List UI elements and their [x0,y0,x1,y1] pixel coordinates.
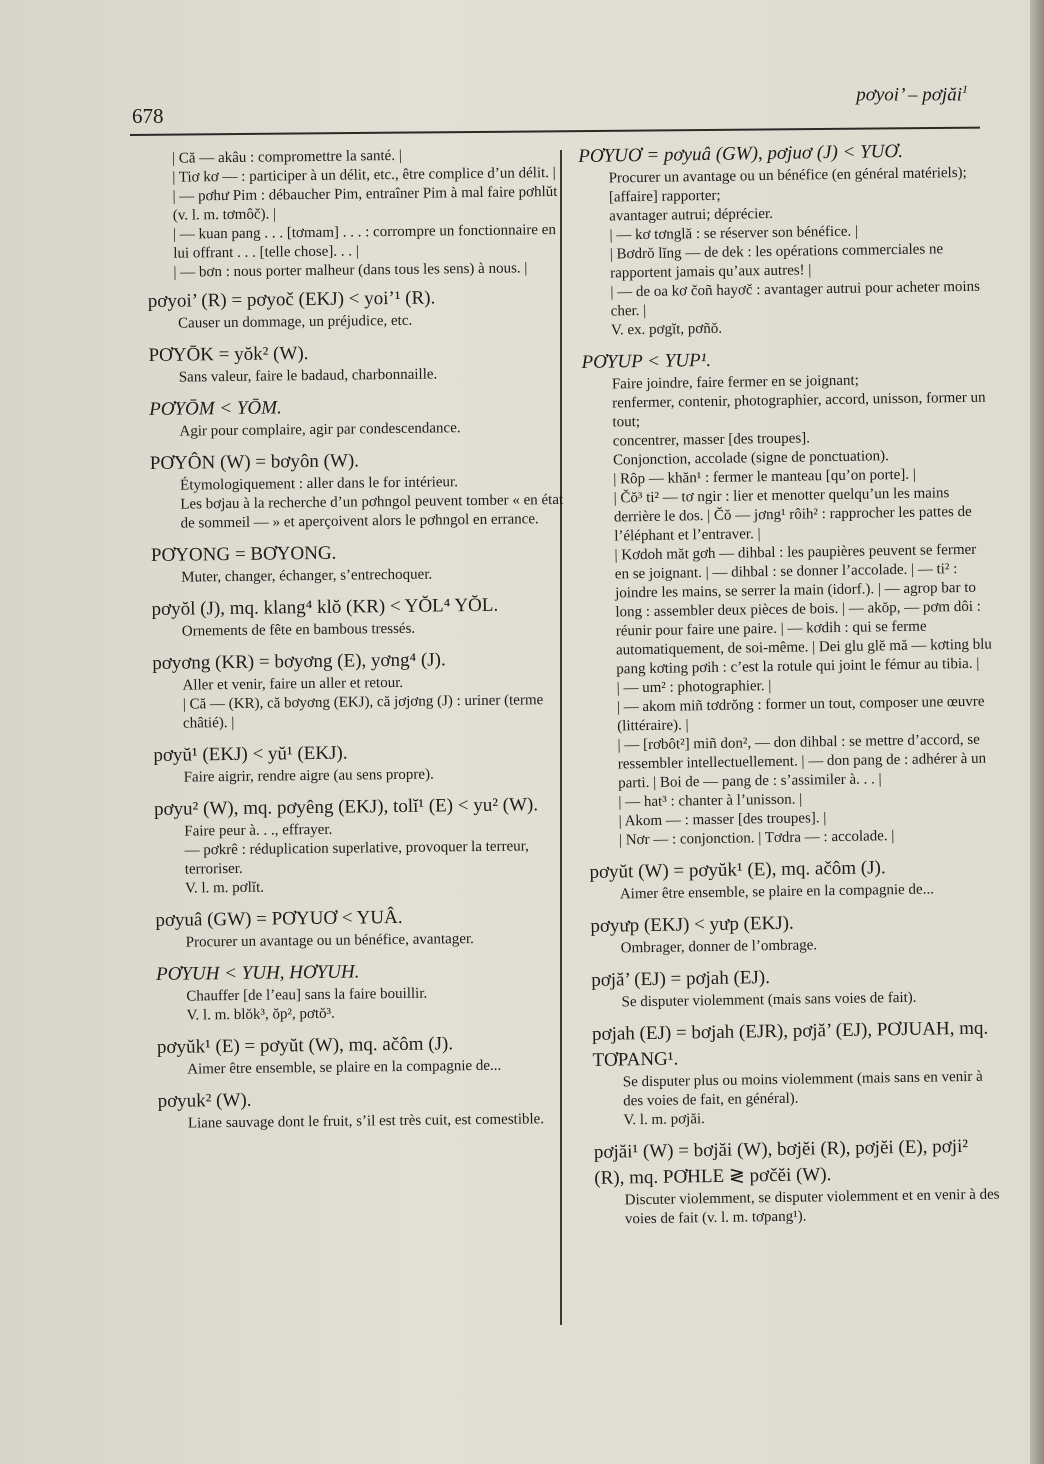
entry-definition: | Rôp — khăn¹ : fermer le manteau [qu’on porte]. | [613,466,916,488]
entry-headword: pơyŭk¹ (E) = pơyŭt (W), mq. ačôm (J). [156,1033,454,1058]
dictionary-entry [153,738,574,788]
entry-definition: Discuter violemment, se disputer violemment et en venir à des voies de fait (v. l. m. tơpang¹). [624,1186,1000,1228]
entry-definition: V. ex. pơgĭt, pơñŏ. [610,320,723,339]
entry-definition: | — [rơbôt²] miñ don², — don dihbal : se mettre d’accord, se ressembler intellectuellement. | — don pang de : adhérer à un parti. | Boi de — pang de : s’assimiler à. . . | [617,731,987,792]
entry-definition: [affaire] rapporter; [608,187,721,206]
entry-headword: pơyoi’ (R) = pơyoč (EKJ) < yoi’¹ (R). [147,287,436,312]
entry-definition: Faire aigrir, rendre aigre (au sens propre). [183,766,434,786]
dictionary-entry [592,1015,1002,1130]
entry-definition: V. l. m. blŏk³, ŏp², pơtŏ³. [186,1005,335,1024]
entry-headword: pơjăi¹ (W) = bơjăi (W), bơjĕi (R), pơjĕi (E), pơji² (R), mq. PƠHLE ≷ pơčĕi (W). [593,1135,969,1189]
dictionary-entry [149,392,570,442]
entry-headword: pơyu² (W), mq. pơyêng (EKJ), tolĭ¹ (E) < yu² (W). [153,794,539,820]
dictionary-entry [157,1084,578,1134]
entry-definition: Aimer être ensemble, se plaire en la compagnie de... [619,881,935,903]
entry-definition: | Čŏ³ ti² — tơ ngir : lier et menotter quelqu’un les mains derrière le dos. | Čŏ — jơng¹ rôih² : rapprocher les pattes de l’éléphant et l’entraver. | [613,485,972,545]
dictionary-entry [591,961,1000,1012]
entry-headword: PƠYUP < YUP¹. [581,349,712,373]
entry-definition: | — hat³ : chanter à l’unisson. | [618,791,803,811]
running-head: pơyoi’ – pơjăi$^1$ [856,82,968,106]
entry-definition: — pơkrê : réduplication superlative, provoquer la terreur, terroriser. [184,838,529,878]
continuation-block [146,145,568,283]
entry-definition: concentrer, masser [des troupes]. [612,430,811,450]
dictionary-entry [148,338,569,388]
left-column [146,145,578,1143]
entry-headword: pơyơng (KR) = bơyơng (E), yơng⁴ (J). [152,649,446,674]
entry-definition: Conjonction, accolade (signe de ponctuation). [612,448,889,469]
entry-definition: | — um² : photographier. | [616,678,772,697]
entry-definition: Agir pour complaire, agir par condescendance. [179,420,461,440]
dictionary-entry [151,538,572,588]
entry-definition: Causer un dommage, un préjudice, etc. [178,312,413,332]
dictionary-entry [152,646,573,734]
entry-definition: V. l. m. pơlĭt. [184,879,265,897]
entry-headword: pơyưp (EKJ) < yưp (EKJ). [590,912,794,937]
entry-definition: Muter, changer, échanger, s’entrechoquer. [181,566,433,586]
continuation-line: | — pơhư Pim : débaucher Pim, entraîner Pim à mal faire pơhlŭt (v. l. m. tơmôč). | [172,183,558,224]
entry-definition: Se disputer violemment (mais sans voies de fait). [621,989,917,1011]
entry-headword: pơyŏl (J), mq. klang⁴ klŏ (KR) < YŎL⁴ YŎL. [151,594,499,620]
entry-definition: Faire peur à. . ., effrayer. [184,821,333,840]
entry-definition: Procurer un avantage ou un bénéfice, avantager. [185,931,474,951]
entry-headword: pơyuk² (W). [157,1089,252,1112]
continuation-line: | — bơn : nous porter malheur (dans tous les sens) à nous. | [173,260,528,281]
entry-definition: | — de oa kơ čoñ hayơč : avantager autrui pour acheter moins cher. | [610,278,981,320]
dictionary-entry [590,907,999,958]
entry-definition: Procurer un avantage ou un bénéfice (en général matériels); [608,164,967,187]
continuation-line: | — kuan pang . . . [tơmam] . . . : corrompre un fonctionnaire en lui offrant . . . [telle chose]. . . | [172,221,557,262]
entry-headword: PƠYUH < YUH, HƠYUH. [155,961,360,985]
continuation-line: | Tiơ kơ — : participer à un délit, etc., être complice d’un délit. | [172,164,556,186]
continuation-line: | Că — akâu : compromettre la santé. | [172,147,402,167]
entry-headword: PƠYONG = BƠYONG. [150,542,337,566]
dictionary-entry [154,792,575,899]
dictionary-entry [581,344,997,851]
entry-definition: Chauffer [de l’eau] sans la faire bouillir. [186,985,428,1005]
entry-definition: renfermer, contenir, photographier, accord, unisson, former un tout; [612,389,986,431]
entry-definition: | Kơdoh măt gơh — dihbal : les paupières peuvent se fermer en se joignant. | — dihbal : se donner l’accolade. | — ti² : joindre les mains, se serrer la main (idorf.). | — agrop bar to long : assembler deux pièces de bois. | — akŏp, — pơm dôi : réunir pour faire une paire. | — kơdih : qui se ferme automatiquement, de soi-même. | Dei glu glĕ mă — kơting blu pang kơting pơih : c’est la rotule qui joint le fémur au tibia. | [614,541,992,678]
entry-definition: | Că — (KR), că bơyơng (EKJ), că jơjơng (J) : uriner (terme châtié). | [182,692,544,732]
entry-headword: PƠYÔN (W) = bơyôn (W). [149,450,360,474]
entry-definition: | — akom miñ tơdrŏng : former un tout, composer une œuvre (littéraire). | [616,693,985,735]
entry-definition: | — kơ tơnglă : se réserver son bénéfice. | [609,223,859,244]
entry-definition: Aller et venir, faire un aller et retour. [182,674,404,694]
entry-headword: PƠYUƠ = pơyuâ (GW), pơjuơ (J) < YUƠ. [578,140,904,167]
dictionary-entry [155,903,576,953]
entry-definition: Faire joindre, faire fermer en se joignant; [611,372,859,393]
entry-definition: Se disputer plus ou moins violemment (mais sans en venir à des voies de fait, en général). [622,1068,983,1110]
entry-definition: Les bơjau à la recherche d’un pơhngol peuvent tomber « en état de sommeil — » et aperçoivent alors le pơhngol en errance. [180,491,564,532]
page-number: 678 [132,104,164,128]
dictionary-entry [148,284,569,334]
entry-definition: V. l. m. pơjăi. [623,1111,705,1129]
dictionary-entry [150,446,571,534]
dictionary-entry [578,138,989,341]
entry-headword: pơjă’ (EJ) = pơjah (EJ). [591,967,771,991]
entry-headword: PƠYŌK = yŏk² (W). [148,343,309,366]
entry-headword: pơyuâ (GW) = PƠYUƠ < YUÂ. [155,906,403,931]
entry-headword: pơjah (EJ) = bơjah (EJR), pơjă’ (EJ), PƠJUAH, mq. TƠPANG¹. [591,1017,989,1071]
entry-headword: pơyŭ¹ (EKJ) < yŭ¹ (EKJ). [153,742,348,766]
entry-headword: PƠYŌM < YŌM. [149,397,282,420]
entry-definition: Liane sauvage dont le fruit, s’il est très cuit, est comestible. [187,1111,545,1132]
dictionary-entry [156,957,577,1026]
entry-definition: | Nơr — : conjonction. | Tơdra — : accolade. | [618,828,895,849]
dictionary-entry [589,854,998,905]
entry-definition: avantager autrui; déprécier. [609,205,774,225]
right-column [578,132,1003,1239]
dictionary-entry [151,592,572,642]
dictionary-entry [157,1030,578,1080]
entry-definition: Sans valeur, faire le badaud, charbonnaille. [178,366,438,386]
dictionary-entry [594,1133,1003,1229]
entry-definition: | Bơdrŏ lĭng — de dek : les opérations commerciales ne rapportent jamais qu’aux autres! | [609,241,944,282]
entry-definition: Aimer être ensemble, se plaire en la compagnie de... [187,1057,502,1078]
entry-definition: Ornements de fête en bambous tressés. [181,620,416,640]
entry-headword: pơyŭt (W) = pơyŭk¹ (E), mq. ačôm (J). [589,857,886,883]
page-edge [1030,0,1044,1464]
entry-definition: | Akom — : masser [des troupes]. | [618,810,827,830]
entry-definition: Étymologiquement : aller dans le for intérieur. [180,474,459,494]
entry-definition: Ombrager, donner de l’ombrage. [620,937,818,957]
